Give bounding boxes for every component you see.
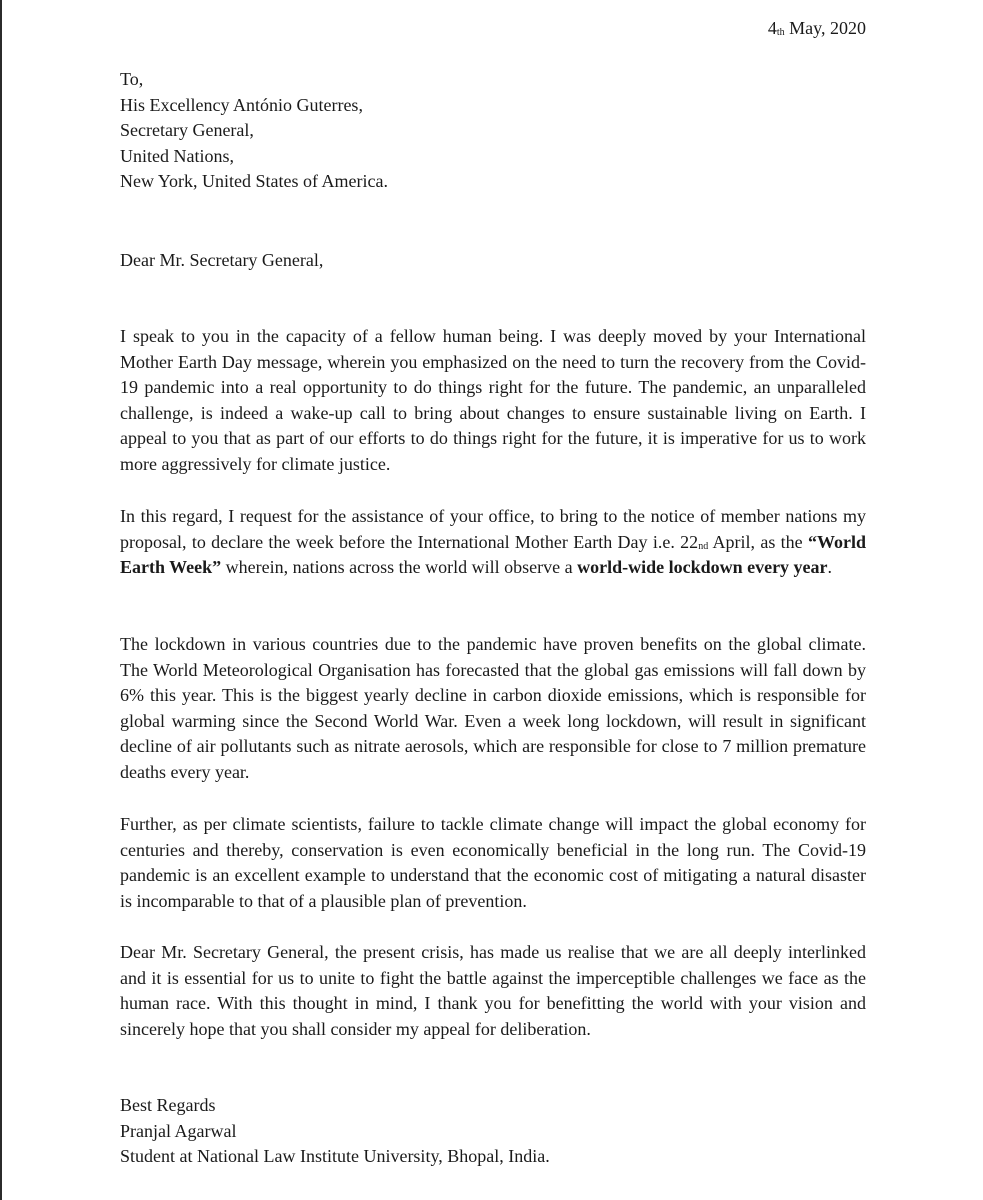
date-day: 4 bbox=[767, 18, 777, 38]
closing-signature bbox=[120, 1093, 550, 1170]
paragraph-conclusion: Dear Mr. Secretary General, the present crisis, has made us realise that we are all deeply interlinked and it is essential for us to unite to fight the battle against the imperceptible challenges we face as the human race. With this thought in mind, I thank you for benefitting the world with your vision and sincerely hope that you shall consider my appeal for deliberation. bbox=[120, 942, 866, 1039]
address-line-organization: United Nations, bbox=[120, 145, 234, 166]
address-line-name: His Excellency António Guterres, bbox=[120, 94, 363, 115]
address-line-to: To, bbox=[120, 69, 144, 89]
date-month-year: May, 2020 bbox=[784, 18, 866, 38]
page-left-border bbox=[0, 0, 2, 1200]
proposal-text-1: In this regard, I request for the assistance of your office, to bring to the notice of member nations my proposal, to declare the week before the International Mother Earth Day i.e. 22 bbox=[120, 506, 866, 552]
proposal-text-3: wherein, nations across the world will observe a bbox=[221, 557, 578, 578]
proposal-ordinal: nd bbox=[698, 540, 709, 552]
paragraph-proposal bbox=[120, 504, 866, 581]
proposal-bold-world-earth-week: “World Earth Week” bbox=[120, 531, 866, 578]
paragraph-introduction: I speak to you in the capacity of a fellow human being. I was deeply moved by your International Mother Earth Day message, wherein you emphasized on the need to turn the recovery from the Covid-19 pandemic into a real opportunity to do things right for the future. The pandemic, an unparalleled challenge, is indeed a wake-up call to bring about changes to ensure sustainable living on Earth. I appeal to you that as part of our efforts to do things right for the future, it is imperative for us to work more aggressively for climate justice. bbox=[120, 326, 866, 474]
sender-affiliation: Student at National Law Institute University, Bhopal, India. bbox=[120, 1146, 550, 1167]
paragraph-economy: Further, as per climate scientists, failure to tackle climate change will impact the global economy for centuries and thereby, conservation is even economically beneficial in the long run. The Covid-19 pandemic is an excellent example to understand that the economic cost of mitigating a natural disaster is incomparable to that of a plausible plan of prevention. bbox=[120, 814, 866, 911]
address-line-location: New York, United States of America. bbox=[120, 171, 388, 192]
sender-name: Pranjal Agarwal bbox=[120, 1120, 237, 1141]
letter-date bbox=[768, 16, 866, 42]
recipient-address bbox=[120, 67, 866, 195]
paragraph-benefits: The lockdown in various countries due to the pandemic have proven benefits on the global climate. The World Meteorological Organisation has forecasted that the global gas emissions will fall down by 6% this year. This is the biggest yearly decline in carbon dioxide emissions, which is responsible for global warming since the Second World War. Even a week long lockdown, will result in significant decline of air pollutants such as nitrate aerosols, which are responsible for close to 7 million premature deaths every year. bbox=[120, 634, 866, 782]
salutation: Dear Mr. Secretary General, bbox=[120, 250, 324, 270]
proposal-bold-lockdown: world-wide lockdown every year bbox=[577, 557, 828, 578]
proposal-text-4: . bbox=[827, 557, 833, 578]
proposal-text-2: April, as the bbox=[708, 531, 808, 552]
address-line-title: Secretary General, bbox=[120, 120, 254, 141]
date-ordinal: th bbox=[776, 27, 785, 38]
closing-regards: Best Regards bbox=[120, 1095, 216, 1115]
